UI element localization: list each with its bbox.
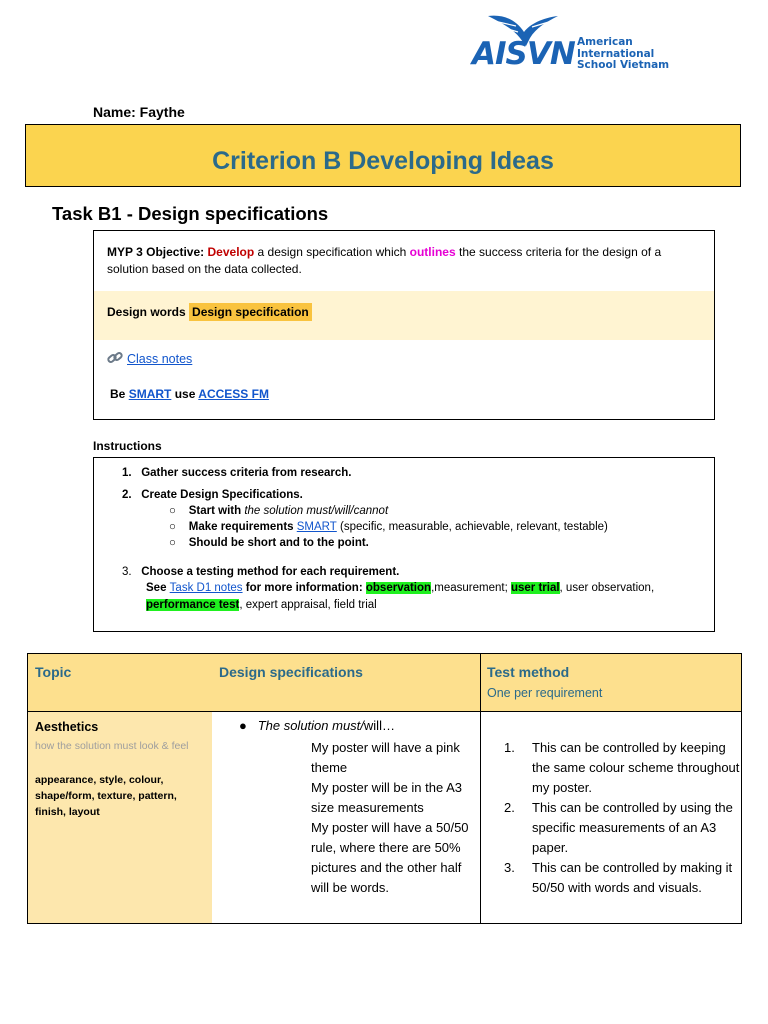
logo-wordmark: AISVN [472,36,575,72]
design-words: Design words Design specification [107,305,312,319]
smart-link[interactable]: SMART [128,387,172,401]
header-design-spec: Design specifications [219,664,363,680]
class-notes-link[interactable]: Class notes [107,351,192,366]
spec-bullet: ● The solution must/will… [239,718,395,733]
instruction-3-detail-2: performance test, expert appraisal, field trial [146,599,377,611]
smart-link-2[interactable]: SMART [296,521,337,533]
test-method-2: 2. This can be controlled by using the specific measurements of an A3 paper. [504,800,733,855]
title-banner [25,124,741,187]
spec-lines [311,738,473,898]
test-method-3: 3. This can be controlled by making it 50/50 with words and visuals. [504,860,733,895]
row-divider [28,711,741,712]
page-title: Criterion B Developing Ideas [212,147,554,175]
logo-subtitle: American International School Vietnam [577,36,670,71]
spec-line-1: My poster will have a pink theme [311,740,460,775]
header-topic: Topic [35,664,72,680]
spec-line-3: My poster will have a 50/50 rule, where there are 50% pictures and the other half will be words. [311,820,469,895]
spec-table [27,653,742,924]
instruction-2-sub-2: ○ Make requirements SMART (specific, measurable, achievable, relevant, testable) [169,521,608,533]
header-test-method: Test method [487,664,570,680]
instructions-label: Instructions [93,439,162,453]
column-divider [480,654,481,923]
objective-text: MYP 3 Objective: Develop a design specification which outlines the success criteria for the design of a solution based on the data collected. [107,245,662,276]
instructions-box [93,457,715,632]
link-icon [107,351,123,365]
access-fm-link[interactable]: ACCESS FM [198,387,269,401]
instruction-2-sub-1: ○ Start with the solution must/will/cannot [169,505,389,517]
instruction-2-sub-3: ○ Should be short and to the point. [169,537,369,549]
table-header-row [28,654,741,711]
test-method-list [504,738,740,898]
header-test-method-sub: One per requirement [487,686,603,700]
instruction-3-detail: See Task D1 notes for more information: observation,measurement; user trial, user observation, [146,582,655,594]
objective-box [93,230,715,420]
aesthetics-title: Aesthetics [35,720,99,734]
spec-line-2: My poster will be in the A3 size measurements [311,780,463,815]
instruction-1: 1. Gather success criteria from research. [122,467,352,479]
test-method-1: 1. This can be controlled by keeping the same colour scheme throughout my poster. [504,740,740,795]
smart-line: Be SMART use ACCESS FM [110,387,269,401]
student-name: Name: Faythe [93,104,185,120]
task-d1-link[interactable]: Task D1 notes [169,582,243,594]
instruction-3: 3. Choose a testing method for each requirement. [122,566,400,578]
aesthetics-list: appearance, style, colour, shape/form, texture, pattern, finish, layout [35,774,177,818]
aesthetics-subtitle: how the solution must look & feel [35,740,189,752]
task-heading: Task B1 - Design specifications [52,203,329,224]
instruction-2: 2. Create Design Specifications. [122,489,303,501]
